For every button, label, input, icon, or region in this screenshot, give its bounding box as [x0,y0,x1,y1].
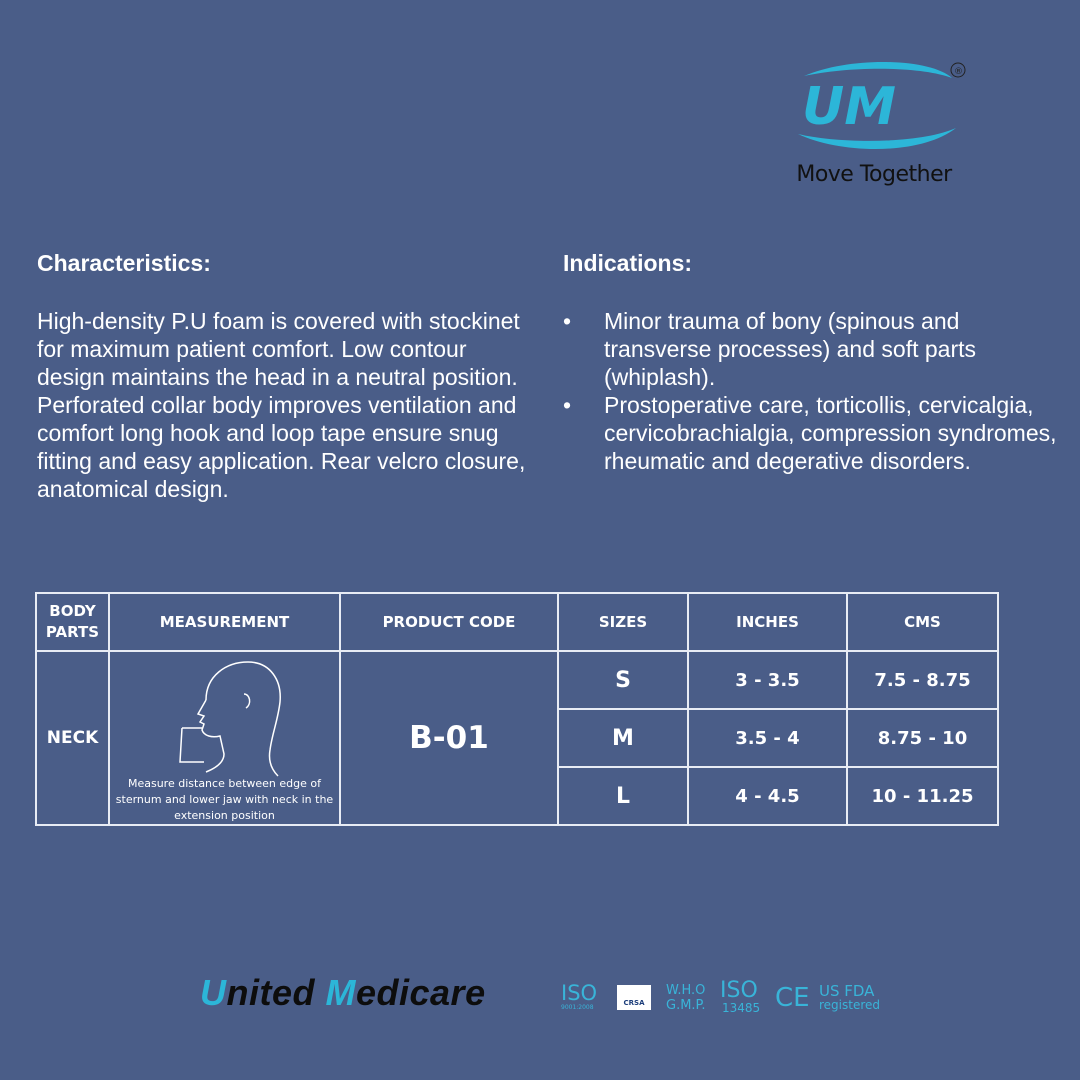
header-inches: INCHES [688,593,847,651]
indications-heading: Indications: [563,250,693,276]
um-logo-icon [790,58,980,158]
us-fda-badge [819,984,880,1012]
footer-brand-name [200,972,486,1014]
brand-logo [790,58,980,198]
measurement-note: Measure distance between edge of sternum and lower jaw with neck in the extension position [115,777,334,822]
iso-9001-sub: 9001:2008 [561,1004,594,1011]
table-header-row [36,593,998,651]
table-row [36,651,998,709]
neck-measurement-icon [166,658,286,778]
characteristics-section [37,250,537,503]
header-sizes: SIZES [558,593,688,651]
indication-item [563,391,1063,475]
size-cell: L [558,767,688,825]
registered-mark: ® [954,67,963,77]
logo-letters: UM [802,77,896,137]
crsa-label: CRSA [623,999,645,1007]
header-product-code: PRODUCT CODE [340,593,558,651]
crsa-badge [617,985,651,1010]
brand-initial-u: U [200,972,227,1013]
indication-text: Prostoperative care, torticollis, cervicalgia, cervicobrachialgia, compression syndromes, rheumatic and degerative disorders. [604,392,1057,474]
header-body-parts-line2: PARTS [45,623,100,641]
bullet-icon: • [563,392,572,418]
indications-list [563,307,1063,475]
iso-13485-sub: 13485 [722,1001,761,1015]
characteristics-heading: Characteristics: [37,250,211,276]
indication-text: Minor trauma of bony (spinous and transverse processes) and soft parts (whiplash). [604,308,976,390]
body-part-cell: NECK [36,651,109,825]
characteristics-text: High-density P.U foam is covered with stockinet for maximum patient comfort. Low contour design maintains the head in a neutral position. Perforated collar body improves ventilation and comfort long hook and loop tape ensure snug fitting and easy application. Rear velcro closure, anatomical design. [37,308,526,502]
bullet-icon: • [563,308,572,334]
brand-tagline: Move Together [796,162,952,187]
inches-cell: 4 - 4.5 [688,767,847,825]
inches-cell: 3.5 - 4 [688,709,847,767]
gmp-label: G.M.P. [666,998,706,1013]
iso-9001-label: ISO [561,981,598,1005]
iso-9001-badge [561,982,597,1012]
measurement-cell [109,651,340,825]
who-gmp-badge [666,983,706,1013]
header-cms: CMS [847,593,998,651]
size-cell: M [558,709,688,767]
indication-item [563,307,1063,391]
brand-initial-m: M [325,972,356,1013]
size-table [35,592,999,826]
indications-section [563,250,1063,475]
ce-mark-icon: CE [775,983,810,1013]
brand-word-rest-2: edicare [356,972,486,1013]
size-cell: S [558,651,688,709]
cms-cell: 7.5 - 8.75 [847,651,998,709]
who-label: W.H.O [666,983,706,998]
cms-cell: 10 - 11.25 [847,767,998,825]
header-measurement: MEASUREMENT [109,593,340,651]
header-body-parts-line1: BODY [49,602,96,620]
iso-13485-label: ISO [720,978,758,1003]
header-body-parts [36,593,109,651]
iso-13485-badge [720,980,760,1014]
product-code-cell: B-01 [340,651,558,825]
fda-registered-label: registered [819,998,881,1012]
cms-cell: 8.75 - 10 [847,709,998,767]
fda-label: US FDA [819,982,875,1000]
brand-word-rest-1: nited [226,972,326,1013]
inches-cell: 3 - 3.5 [688,651,847,709]
